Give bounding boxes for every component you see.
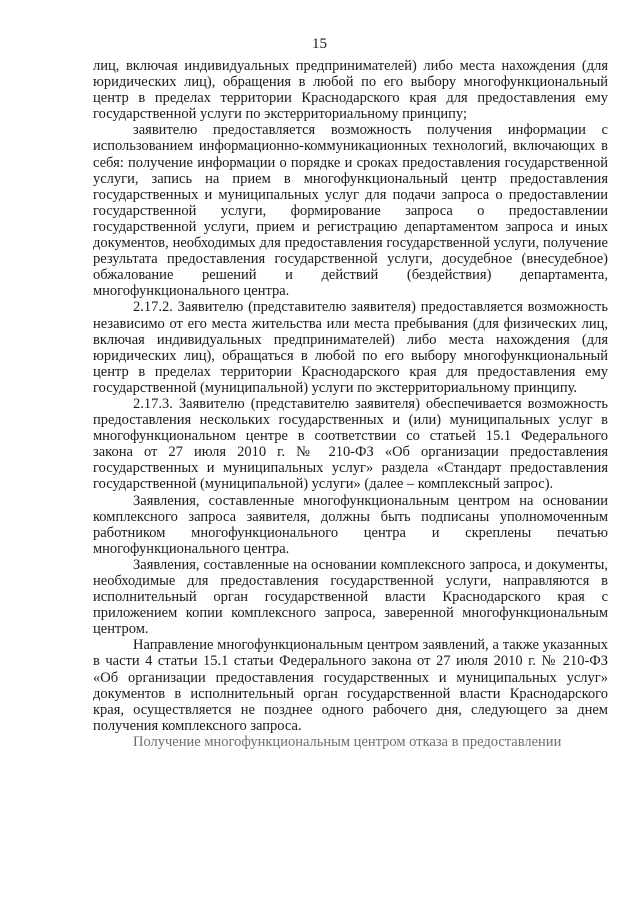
paragraph-continuation: лиц, включая индивидуальных предпринимателей) либо места нахождения (для юридических лиц), обращения в любой по его выбору многофункциональный центр в пределах территории Краснодарского края для предоставления ему государственной услуги по экстерриториальному принципу; bbox=[93, 58, 608, 123]
page-number: 15 bbox=[312, 36, 327, 52]
paragraph-2-17-3: 2.17.3. Заявителю (представителю заявителя) обеспечивается возможность предоставления нескольких государственных и (или) муниципальных услуг в многофункциональном центре в соответствии со статьей 15.1 Федерального закона от 27 июля 2010 г. № 210-ФЗ «Об организации предоставления государственных и муниципальных услуг» раздела «Стандарт предоставления государственной (муниципальной) услуги» (далее – комплексный запрос). bbox=[93, 395, 608, 493]
paragraph-refusal-cutoff: Получение многофункциональным центром отказа в предоставлении bbox=[133, 733, 562, 750]
paragraph-applications-signed: Заявления, составленные многофункциональным центром на основании комплексного запроса заявителя, должны быть подписаны уполномоченным работником многофункционального центра и скреплены печатью многофункционального центра. bbox=[93, 492, 608, 557]
paragraph-ict-information: заявителю предоставляется возможность получения информации с использованием информационно-коммуникационных технологий, включающих в себя: получение информации о порядке и сроках предоставления государственной услуги, запись на прием в многофункциональный центр предоставления государственных и муниципальных услуг для подачи запроса о предоставлении государственной услуги, формирование запроса о предоставлении государственной услуги, прием и регистрацию департаментом запроса и иных документов, необходимых для предоставления государственной услуги, получение результата предоставления государственной услуги, досудебное (внесудебное) обжалование решений и действий (бездействия) департамента, многофункционального центра. bbox=[93, 122, 608, 300]
paragraph-sending-deadline: Направление многофункциональным центром заявлений, а также указанных в части 4 статьи 15.1 статьи Федерального закона от 27 июля 2010 г. № 210-ФЗ «Об организации предоставления государственных и муниципальных услуг» документов в исполнительный орган государственной власти Краснодарского края, осуществляется не позднее одного рабочего дня, следующего за днем получения комплексного запроса. bbox=[93, 637, 608, 734]
paragraph-applications-sent: Заявления, составленные на основании комплексного запроса, и документы, необходимые для предоставления государственной услуги, направляются в исполнительный орган государственной власти Краснодарского края с приложением копии комплексного запроса, заверенной многофункциональным центром. bbox=[93, 556, 608, 638]
document-body bbox=[93, 58, 608, 750]
paragraph-2-17-2: 2.17.2. Заявителю (представителю заявителя) предоставляется возможность независимо от его места жительства или места пребывания (для физических лиц, включая индивидуальных предпринимателей) либо места нахождения (для юридических лиц), обращаться в любой по его выбору многофункциональный центр в пределах территории Краснодарского края для предоставления ему государственной (муниципальной) услуги по экстерриториальному принципу. bbox=[93, 299, 608, 396]
